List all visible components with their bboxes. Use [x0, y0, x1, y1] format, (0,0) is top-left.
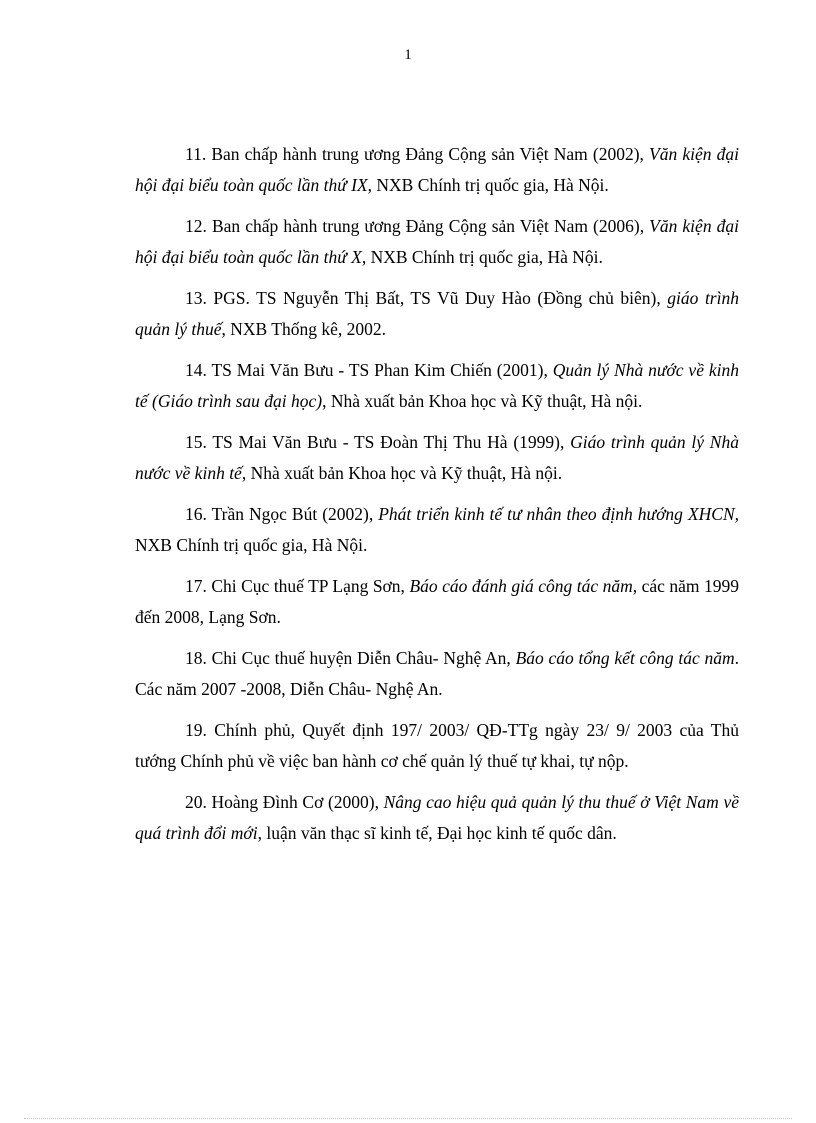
reference-item: [135, 643, 739, 705]
reference-text: 18. Chi Cục thuế huyện Diễn Châu- Nghệ An,: [185, 648, 516, 668]
reference-publisher: , Nhà xuất bản Khoa học và Kỹ thuật, Hà nội.: [241, 463, 563, 483]
reference-text: 12. Ban chấp hành trung ương Đảng Cộng sản Việt Nam (2006),: [185, 216, 650, 236]
reference-text: 14. TS Mai Văn Bưu - TS Phan Kim Chiến (2001),: [185, 360, 553, 380]
reference-title: giáo trình quản lý thuế: [135, 288, 739, 339]
reference-text: 17. Chi Cục thuế TP Lạng Sơn,: [185, 576, 410, 596]
reference-item: [135, 427, 739, 489]
reference-publisher: NXB Chính trị quốc gia, Hà Nội.: [135, 535, 368, 555]
reference-title: Quản lý Nhà nước về kinh tế (Giáo trình sau đại học): [135, 360, 740, 411]
reference-title: Nâng cao hiệu quả quản lý thu thuế ở Việt Nam về quá trình đổi mới: [135, 792, 739, 843]
reference-item: [135, 211, 739, 273]
reference-item: [135, 499, 739, 561]
page-bottom-divider: [24, 1118, 792, 1119]
reference-item: [135, 787, 739, 849]
reference-item: [135, 571, 739, 633]
reference-publisher: , luận văn thạc sĩ kinh tế, Đại học kinh tế quốc dân.: [257, 823, 617, 843]
reference-publisher: , NXB Chính trị quốc gia, Hà Nội.: [361, 247, 603, 267]
reference-item: [135, 139, 739, 201]
reference-title: Báo cáo tổng kết công tác năm: [515, 648, 735, 668]
reference-text: 11. Ban chấp hành trung ương Đảng Cộng sản Việt Nam (2002),: [185, 144, 650, 164]
reference-title: Phát triển kinh tế tư nhân theo định hướng XHCN,: [378, 504, 739, 524]
reference-title: Báo cáo đánh giá công tác năm,: [409, 576, 638, 596]
reference-title: Văn kiện đại hội đại biểu toàn quốc lần thứ X: [135, 216, 740, 267]
reference-publisher: . Các năm 2007 -2008, Diễn Châu- Nghệ An.: [135, 648, 739, 699]
reference-text: 19. Chính phủ, Quyết định 197/ 2003/ QĐ-TTg ngày 23/ 9/ 2003 của Thủ tướng Chính phủ về việc ban hành cơ chế quản lý thuế tự khai, tự nộp.: [135, 720, 739, 771]
reference-text: 15. TS Mai Văn Bưu - TS Đoàn Thị Thu Hà (1999),: [185, 432, 571, 452]
reference-publisher: , Nhà xuất bản Khoa học và Kỹ thuật, Hà nội.: [322, 391, 643, 411]
page-number: 1: [404, 47, 412, 63]
reference-text: 13. PGS. TS Nguyễn Thị Bất, TS Vũ Duy Hào (Đồng chủ biên),: [185, 288, 668, 308]
reference-publisher: , NXB Thống kê, 2002.: [221, 319, 386, 339]
reference-publisher: , NXB Chính trị quốc gia, Hà Nội.: [367, 175, 609, 195]
reference-title: Văn kiện đại hội đại biểu toàn quốc lần thứ IX: [135, 144, 739, 195]
reference-item: [135, 283, 739, 345]
reference-list: [135, 139, 739, 859]
reference-title: Giáo trình quản lý Nhà nước về kinh tế: [135, 432, 739, 483]
reference-text: 20. Hoàng Đình Cơ (2000),: [185, 792, 384, 812]
reference-text: 16. Trần Ngọc Bút (2002),: [185, 504, 379, 524]
reference-item: [135, 715, 739, 777]
reference-item: [135, 355, 739, 417]
reference-publisher: các năm 1999 đến 2008, Lạng Sơn.: [135, 576, 740, 627]
